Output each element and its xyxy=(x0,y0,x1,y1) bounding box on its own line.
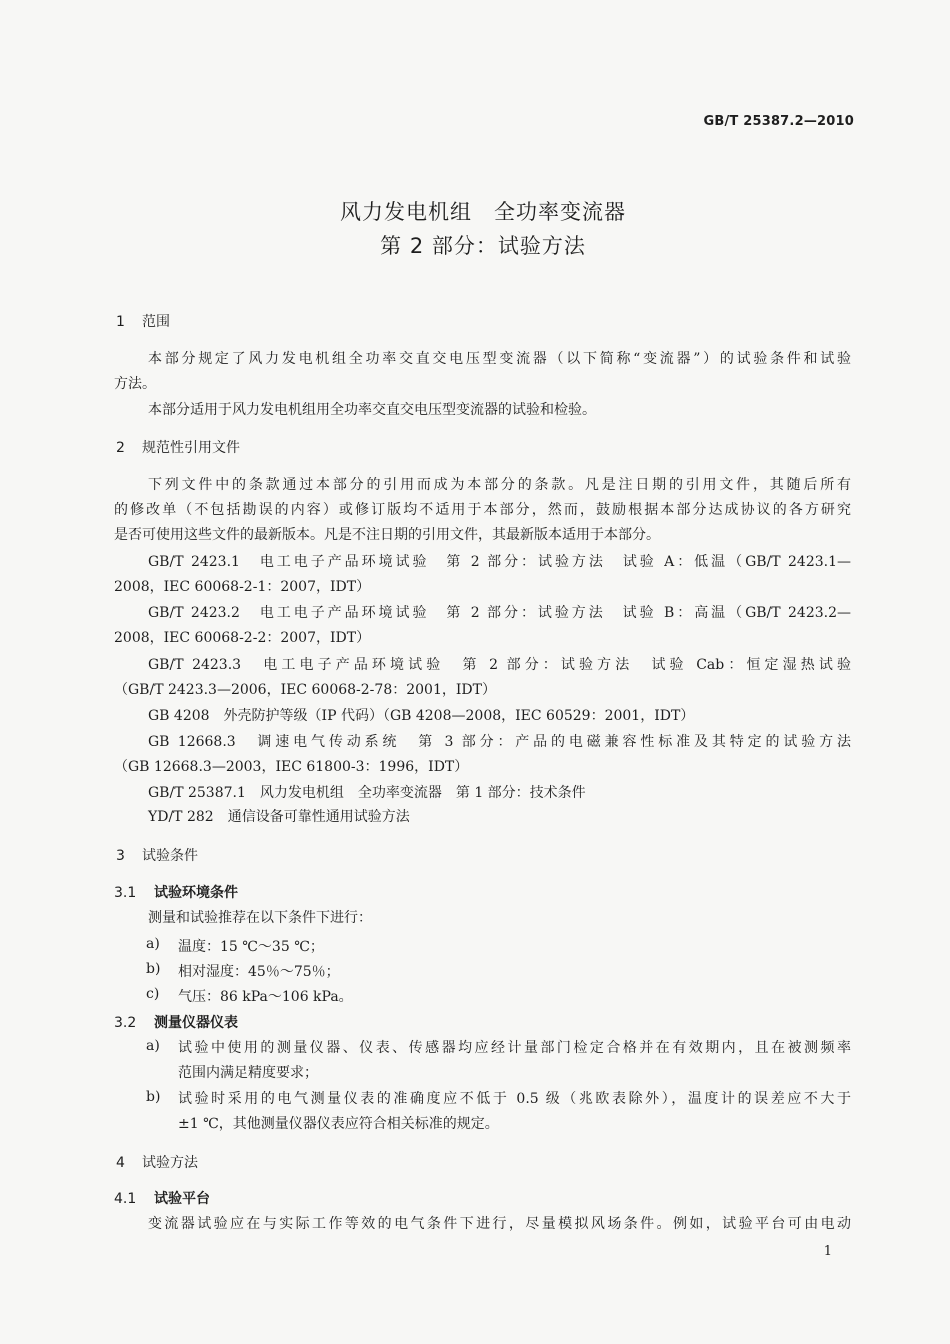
normative-para-line-1: 下列文件中的条款通过本部分的引用而成为本部分的条款。凡是注日期的引用文件，其随后所有 xyxy=(148,477,851,493)
subsection-3-2-heading xyxy=(114,1012,238,1032)
section-number: 1 xyxy=(116,314,125,330)
list-item-temperature: 温度：15 ℃～35 ℃； xyxy=(178,939,324,955)
section-title: 范围 xyxy=(142,314,170,330)
list-item-humidity: 相对湿度：45％～75％； xyxy=(178,964,340,980)
normative-para-line-2: 的修改单（不包括勘误的内容）或修订版均不适用于本部分，然而，鼓励根据本部分达成协议的各方研究 xyxy=(114,502,851,518)
instrument-item-b-line-1: 试验时采用的电气测量仪表的准确度应不低于 0.5 级（兆欧表除外），温度计的误差应不大于 xyxy=(178,1091,851,1107)
instrument-item-b-line-2: ±1 ℃，其他测量仪器仪表应符合相关标准的规定。 xyxy=(178,1116,499,1132)
list-label: b) xyxy=(146,961,161,977)
reference-3-line-2: （GB/T 2423.3—2006，IEC 60068-2-78：2001，IDT） xyxy=(114,682,496,698)
test-platform-para-line-1: 变流器试验应在与实际工作等效的电气条件下进行，尽量模拟风场条件。例如，试验平台可由电动 xyxy=(148,1216,851,1232)
normative-para-line-3: 是否可使用这些文件的最新版本。凡是不注日期的引用文件，其最新版本适用于本部分。 xyxy=(114,527,660,543)
section-number: 4 xyxy=(116,1155,125,1171)
reference-7: YD/T 282 通信设备可靠性通用试验方法 xyxy=(148,809,410,825)
reference-1-line-2: 2008，IEC 60068-2-1：2007，IDT） xyxy=(114,579,371,595)
list-item-pressure: 气压：86 kPa～106 kPa。 xyxy=(178,989,353,1005)
environment-intro: 测量和试验推荐在以下条件下进行： xyxy=(148,910,372,926)
subsection-3-1-heading xyxy=(114,882,238,902)
scope-para-1-line-1: 本部分规定了风力发电机组全功率交直交电压型变流器（以下简称“变流器”）的试验条件和试验 xyxy=(148,351,851,367)
scope-para-1-line-2: 方法。 xyxy=(114,376,156,392)
section-4-heading xyxy=(116,1152,198,1172)
subsection-number: 3.2 xyxy=(114,1015,137,1031)
reference-6: GB/T 25387.1 风力发电机组 全功率变流器 第 1 部分：技术条件 xyxy=(148,785,586,801)
section-2-heading xyxy=(116,437,240,457)
list-label: c) xyxy=(146,986,160,1002)
section-title: 规范性引用文件 xyxy=(142,440,240,456)
subsection-number: 3.1 xyxy=(114,885,137,901)
subsection-4-1-heading xyxy=(114,1188,210,1208)
subsection-title: 试验环境条件 xyxy=(154,885,238,901)
instrument-item-a-line-2: 范围内满足精度要求； xyxy=(178,1065,318,1081)
reference-2-line-1: GB/T 2423.2 电工电子产品环境试验 第 2 部分：试验方法 试验 B：高温（GB/T 2423.2— xyxy=(148,605,851,621)
section-title: 试验方法 xyxy=(142,1155,198,1171)
subsection-number: 4.1 xyxy=(114,1191,137,1207)
reference-5-line-2: （GB 12668.3—2003，IEC 61800-3：1996，IDT） xyxy=(114,759,469,775)
title-line-1: 风力发电机组 全功率变流器 xyxy=(340,200,626,224)
page-number: 1 xyxy=(823,1244,832,1259)
reference-2-line-2: 2008，IEC 60068-2-2：2007，IDT） xyxy=(114,630,371,646)
reference-3-line-1: GB/T 2423.3 电工电子产品环境试验 第 2 部分：试验方法 试验 Cab：恒定湿热试验 xyxy=(148,657,851,673)
standard-code: GB/T 25387.2—2010 xyxy=(703,114,854,129)
section-1-heading xyxy=(116,311,170,331)
reference-4: GB 4208 外壳防护等级（IP 代码）（GB 4208—2008，IEC 60529：2001，IDT） xyxy=(148,708,695,724)
title-line-2: 第 2 部分：试验方法 xyxy=(380,234,586,258)
list-label: b) xyxy=(146,1089,161,1105)
section-3-heading xyxy=(116,845,198,865)
reference-1-line-1: GB/T 2423.1 电工电子产品环境试验 第 2 部分：试验方法 试验 A：低温（GB/T 2423.1— xyxy=(148,554,851,570)
section-title: 试验条件 xyxy=(142,848,198,864)
reference-5-line-1: GB 12668.3 调速电气传动系统 第 3 部分：产品的电磁兼容性标准及其特定的试验方法 xyxy=(148,734,851,750)
list-label: a) xyxy=(146,936,160,952)
subsection-title: 试验平台 xyxy=(154,1191,210,1207)
section-number: 2 xyxy=(116,440,125,456)
instrument-item-a-line-1: 试验中使用的测量仪器、仪表、传感器均应经计量部门检定合格并在有效期内，且在被测频率 xyxy=(178,1040,851,1056)
section-number: 3 xyxy=(116,848,125,864)
list-label: a) xyxy=(146,1038,160,1054)
subsection-title: 测量仪器仪表 xyxy=(154,1015,238,1031)
scope-para-2: 本部分适用于风力发电机组用全功率交直交电压型变流器的试验和检验。 xyxy=(148,402,596,418)
